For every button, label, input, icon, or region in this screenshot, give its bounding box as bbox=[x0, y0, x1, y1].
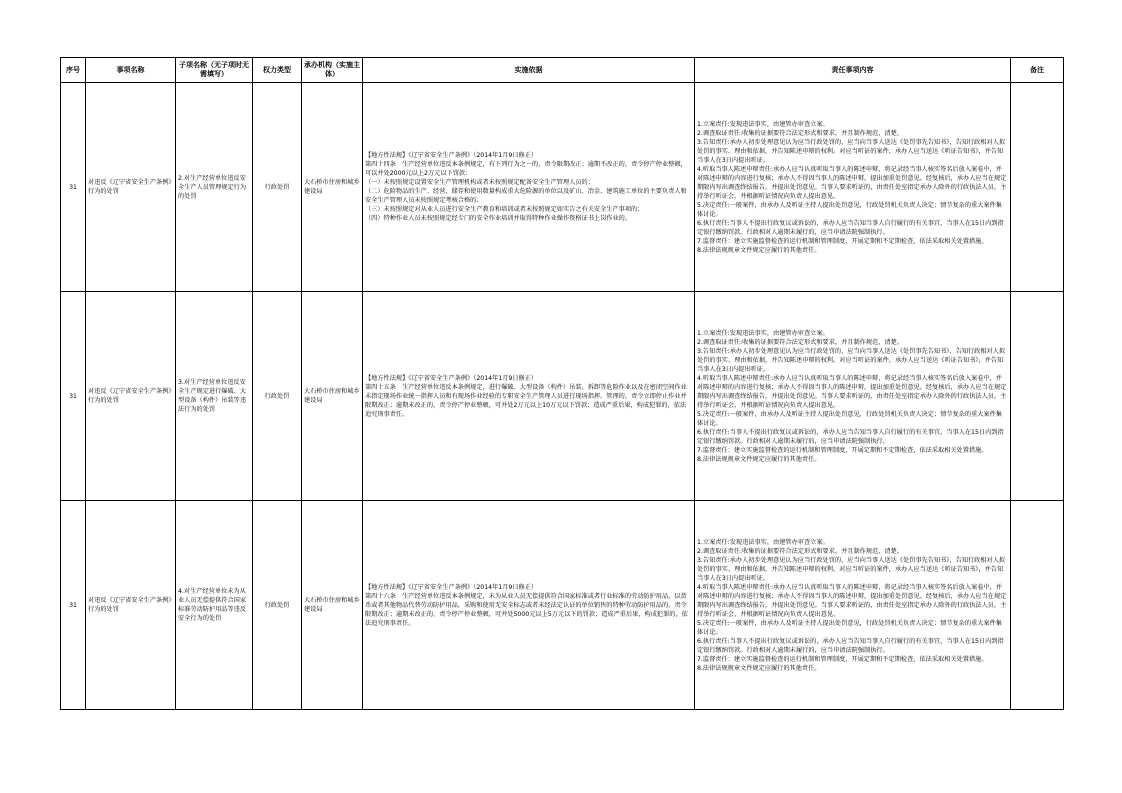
responsibility-line: 3.告知责任:承办人初步处理意见认为应当行政处罚的，应当向当事人送达《处罚事先告知书》，告知行政相对人拟处罚的事实、理由和依据，并告知陈述申辩的权利。对应当听证的案件，承办人应当送达《听证告知书》，并告知当事人在3日内提出听证。 bbox=[697, 347, 1006, 373]
cell-power-type: 行政处罚 bbox=[253, 83, 302, 292]
responsibility-line: 6.执行责任:当事人不提出行政复议或诉讼的，承办人应当告知当事人自行履行的有关事宜，当事人在15日内到指定银行缴纳罚款。行政相对人逾期未履行的，应当申请法院强制执行。 bbox=[697, 637, 1004, 654]
cell-item-name: 对违反《辽宁省安全生产条例》行为的处罚 bbox=[86, 292, 176, 501]
cell-subitem-name: 3.对生产经营单位违反安全生产规定进行爆破、大型设备（构件）吊装等违法行为的处罚 bbox=[176, 292, 253, 501]
cell-seq: 31 bbox=[61, 292, 86, 501]
responsibility-line: 6.执行责任:当事人不提出行政复议或诉讼的，承办人应当告知当事人自行履行的有关事宜，当事人在15日内到指定银行缴纳罚款。行政相对人逾期未履行的，应当申请法院强制执行。 bbox=[697, 428, 1004, 445]
responsibility-line: 8.法律法规规章文件规定应履行的其他责任。 bbox=[697, 664, 821, 672]
table-row bbox=[61, 501, 1064, 710]
table-row bbox=[61, 83, 1064, 292]
responsibility-line: 8.法律法规规章文件规定应履行的其他责任。 bbox=[697, 455, 821, 463]
responsibility-line: 7.监督责任：建立实施监督检查的运行机制和管理制度，开展定期和不定期检查，依法采取相关处置措施。 bbox=[697, 237, 988, 245]
cell-subitem-name: 4.对生产经营单位未为从业人员无偿提供符合国家标准劳动防护用品等违反安全行为的处罚 bbox=[176, 501, 253, 710]
responsibility-line: 5.决定责任:一般案件，由承办人及听证主持人提出处罚意见，行政处罚机关负责人决定；情节复杂的重大案件集体讨论。 bbox=[697, 410, 1002, 427]
header-basis: 实施依据 bbox=[363, 58, 695, 83]
responsibility-line: 4.听取当事人陈述申辩责任:承办人应当认真听取当事人的陈述申辩，将记录经当事人核实签名后放入案卷中，并对陈述申辩的内容进行复核；承办人不得因当事人的陈述申辩，提出加重处罚意见。经复核后，承办人应当在规定期限内写出调查终结报告，并提出处罚意见。当事人要求听证的，由责任处室指定承办人除外的行政执法人员，主持举行听证会，并根据听证情况向负责人提出意见。 bbox=[697, 583, 1007, 618]
cell-power-type: 行政处罚 bbox=[253, 501, 302, 710]
header-row bbox=[61, 58, 1064, 83]
responsibility-line: 8.法律法规规章文件规定应履行的其他责任。 bbox=[697, 246, 821, 254]
basis-line: 【地方性法规】《辽宁省安全生产条例》（2014年1月9日修正） bbox=[365, 374, 538, 382]
basis-line: 【地方性法规】《辽宁省安全生产条例》（2014年1月9日修正） bbox=[365, 583, 538, 591]
cell-basis bbox=[363, 501, 695, 710]
cell-agency: 大石桥市住房和城乡建设局 bbox=[302, 83, 363, 292]
header-seq: 序号 bbox=[61, 58, 86, 83]
responsibility-line: 1.立案责任:发现违法事实，由建管办审查立案。 bbox=[697, 120, 829, 128]
header-subitem-name: 子项名称（无子项时无需填写） bbox=[176, 58, 253, 83]
responsibility-line: 6.执行责任:当事人不提出行政复议或诉讼的，承办人应当告知当事人自行履行的有关事宜，当事人在15日内到指定银行缴纳罚款。行政相对人逾期未履行的，应当申请法院强制执行。 bbox=[697, 219, 1004, 236]
responsibility-line: 5.决定责任:一般案件，由承办人及听证主持人提出处罚意见，行政处罚机关负责人决定；情节复杂的重大案件集体讨论。 bbox=[697, 619, 1002, 636]
responsibility-line: 1.立案责任:发现违法事实，由建管办审查立案。 bbox=[697, 538, 829, 546]
responsibility-line: 5.决定责任:一般案件，由承办人及听证主持人提出处罚意见，行政处罚机关负责人决定；情节复杂的重大案件集体讨论。 bbox=[697, 201, 1002, 218]
responsibility-line: 2.调查取证责任:收集的证据要符合法定形式和要求，并且制作规范、清楚。 bbox=[697, 547, 903, 555]
header-item-name: 事项名称 bbox=[86, 58, 176, 83]
cell-basis bbox=[363, 292, 695, 501]
responsibility-line: 3.告知责任:承办人初步处理意见认为应当行政处罚的，应当向当事人送达《处罚事先告知书》，告知行政相对人拟处罚的事实、理由和依据，并告知陈述申辩的权利。对应当听证的案件，承办人应当送达《听证告知书》，并告知当事人在3日内提出听证。 bbox=[697, 556, 1006, 582]
cell-remark bbox=[1011, 83, 1064, 292]
basis-line: 【地方性法规】《辽宁省安全生产条例》（2014年1月9日修正） bbox=[365, 152, 538, 159]
cell-remark bbox=[1011, 501, 1064, 710]
basis-line: 第四十六条 生产经营单位违反本条例规定，未为从业人员无偿提供符合国家标准或者行业标准的劳动防护用品，以货币或者其他物品代替劳动防护用品，采购和使用无安全标志或者未经法定认证的单位销售的特种劳动防护用品的，责令限期改正；逾期未改正的，责令停产停业整顿，可并处5000元以上5万元以下的罚款；造成严重后果，构成犯罪的，依法追究刑事责任。 bbox=[365, 592, 688, 627]
basis-line: （四）特种作业人员未按照规定经专门的安全作业培训并取得特种作业操作资格证书上岗作业的。 bbox=[365, 215, 632, 222]
cell-seq: 31 bbox=[61, 501, 86, 710]
cell-responsibility bbox=[695, 83, 1011, 292]
table-row bbox=[61, 292, 1064, 501]
responsibility-line: 3.告知责任:承办人初步处理意见认为应当行政处罚的，应当向当事人送达《处罚事先告知书》，告知行政相对人拟处罚的事实、理由和依据，并告知陈述申辩的权利。对应当听证的案件，承办人应当送达《听证告知书》，并告知当事人在3日内提出听证。 bbox=[697, 138, 1006, 164]
cell-remark bbox=[1011, 292, 1064, 501]
header-responsibility: 责任事项内容 bbox=[695, 58, 1011, 83]
cell-basis bbox=[363, 83, 695, 292]
cell-power-type: 行政处罚 bbox=[253, 292, 302, 501]
cell-agency: 大石桥市住房和城乡建设局 bbox=[302, 292, 363, 501]
basis-line: 第四十四条 生产经营单位违反本条例规定，有下列行为之一的，责令限期改正；逾期不改正的，责令停产停业整顿，可以并处2000元以上2万元以下罚款： bbox=[365, 161, 687, 177]
power-list-table bbox=[60, 57, 1064, 710]
cell-seq: 31 bbox=[61, 83, 86, 292]
responsibility-line: 2.调查取证责任:收集的证据要符合法定形式和要求，并且制作规范、清楚。 bbox=[697, 129, 903, 137]
cell-agency: 大石桥市住房和城乡建设局 bbox=[302, 501, 363, 710]
cell-subitem-name: 2.对生产经营单位违反安全生产人员管理规定行为的处罚 bbox=[176, 83, 253, 292]
basis-line: （一）未按照规定设置安全生产管理机构或者未按照规定配备安全生产管理人员的； bbox=[365, 179, 594, 186]
responsibility-line: 4.听取当事人陈述申辩责任:承办人应当认真听取当事人的陈述申辩，将记录经当事人核实签名后放入案卷中，并对陈述申辩的内容进行复核；承办人不得因当事人的陈述申辩，提出加重处罚意见。经复核后，承办人应当在规定期限内写出调查终结报告，并提出处罚意见。当事人要求听证的，由责任处室指定承办人除外的行政执法人员，主持举行听证会，并根据听证情况向负责人提出意见。 bbox=[697, 165, 1007, 200]
responsibility-line: 1.立案责任:发现违法事实，由建管办审查立案。 bbox=[697, 329, 829, 337]
basis-line: 第四十五条 生产经营单位违反本条例规定，进行爆破、大型设备（构件）吊装、拆卸等危险作业以及在密闭空间作业未指定现场作业统一指挥人员和有现场作业经验的专职安全生产管理人员进行现场指挥、管理的，责令立即停止作业并限期改正；逾期未改正的，责令停产停业整顿，可并处2万元以上10万元以下罚款；造成严重后果，构成犯罪的，依法追究刑事责任。 bbox=[365, 383, 687, 418]
header-remark: 备注 bbox=[1011, 58, 1064, 83]
cell-responsibility bbox=[695, 501, 1011, 710]
header-power-type: 权力类型 bbox=[253, 58, 302, 83]
responsibility-line: 2.调查取证责任:收集的证据要符合法定形式和要求，并且制作规范、清楚。 bbox=[697, 338, 903, 346]
basis-line: （三）未按照规定对从业人员进行安全生产教育和培训或者未按照规定如实告之有关安全生产事项的； bbox=[365, 206, 644, 213]
cell-item-name: 对违反《辽宁省安全生产条例》行为的处罚 bbox=[86, 83, 176, 292]
cell-responsibility bbox=[695, 292, 1011, 501]
basis-line: （二）危险物品的生产、经营、储存和使用数量构成重大危险源的单位以及矿山、冶金、建筑施工单位的主要负责人和安全生产管理人员未按照规定考核合格的； bbox=[365, 188, 687, 204]
responsibility-line: 7.监督责任：建立实施监督检查的运行机制和管理制度，开展定期和不定期检查，依法采取相关处置措施。 bbox=[697, 655, 988, 663]
cell-item-name: 对违反《辽宁省安全生产条例》行为的处罚 bbox=[86, 501, 176, 710]
header-agency: 承办机构（实施主体） bbox=[302, 58, 363, 83]
responsibility-line: 7.监督责任：建立实施监督检查的运行机制和管理制度，开展定期和不定期检查，依法采取相关处置措施。 bbox=[697, 446, 988, 454]
responsibility-line: 4.听取当事人陈述申辩责任:承办人应当认真听取当事人的陈述申辩，将记录经当事人核实签名后放入案卷中，并对陈述申辩的内容进行复核；承办人不得因当事人的陈述申辩，提出加重处罚意见。经复核后，承办人应当在规定期限内写出调查终结报告，并提出处罚意见。当事人要求听证的，由责任处室指定承办人除外的行政执法人员，主持举行听证会，并根据听证情况向负责人提出意见。 bbox=[697, 374, 1007, 409]
